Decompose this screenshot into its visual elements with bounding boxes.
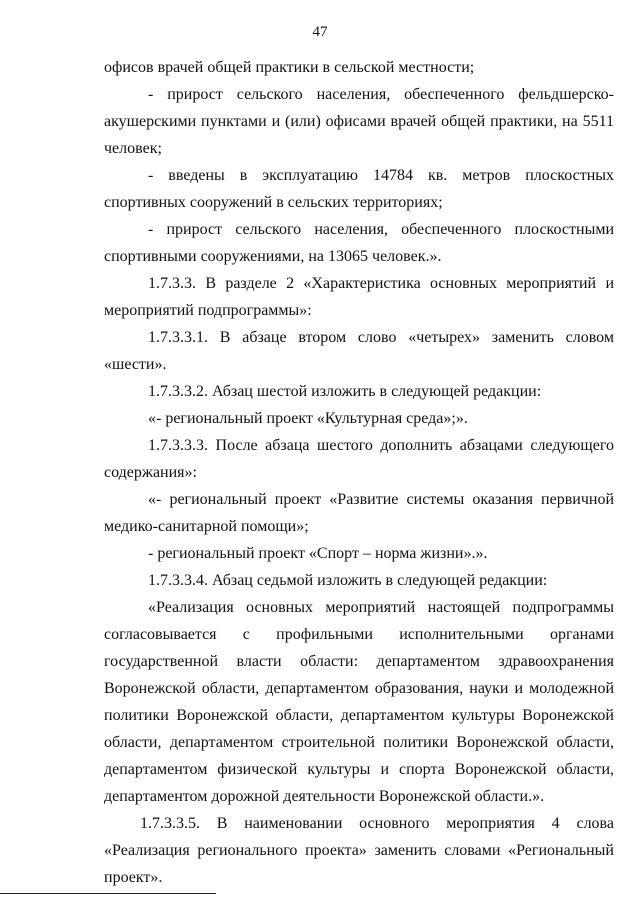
page-number: 47 [312,24,328,40]
paragraph-1-7-3-3: 1.7.3.3. В разделе 2 «Характеристика основных мероприятий и мероприятий подпрограммы»: [104,275,614,319]
paragraph-quote-implementation: «Реализация основных мероприятий настоящей подпрограммы согласовывается с профильными исполнительными органами государственной власти области: департаментом здравоохранения Воронежской области, департаментом образования, науки и молодежной политики Воронежской области, департаментом культуры Воронежской области, департаментом строительной политики Воронежской области, департаментом физической культуры и спорта Воронежской области, департаментом дорожной деятельности Воронежской области.». [104,599,614,805]
paragraph-bullet-fap: - прирост сельского населения, обеспеченного фельдшерско-акушерскими пунктами и (или) офисами врачей общей практики, на 5511 человек; [104,86,614,157]
paragraph-bullet-sports-facilities: - введены в эксплуатацию 14784 кв. метров плоскостных спортивных сооружений в сельских территориях; [104,167,614,211]
paragraph-quote-culture: «- региональный проект «Культурная среда»;». [148,410,468,427]
document-body [104,54,614,891]
paragraph-1-7-3-3-1: 1.7.3.3.1. В абзаце втором слово «четырех» заменить словом «шести». [104,329,614,373]
paragraph-1-7-3-3-3: 1.7.3.3.3. После абзаца шестого дополнить абзацами следующего содержания»: [104,437,614,481]
footnote-divider [0,893,216,894]
paragraph-quote-primary-care: «- региональный проект «Развитие системы оказания первичной медико-санитарной помощи»; [104,491,614,535]
paragraph-1-7-3-3-4: 1.7.3.3.4. Абзац седьмой изложить в следующей редакции: [148,572,548,589]
paragraph-continuation: офисов врачей общей практики в сельской местности; [104,59,475,76]
paragraph-bullet-sports-population: - прирост сельского населения, обеспеченного плоскостными спортивными сооружениями, на 13065 человек.». [104,221,614,265]
paragraph-quote-sport: - региональный проект «Спорт – норма жизни».». [148,545,488,562]
paragraph-1-7-3-3-5: 1.7.3.3.5. В наименовании основного мероприятия 4 слова «Реализация регионального проекта» заменить словами «Региональный проект». [104,815,614,886]
paragraph-1-7-3-3-2: 1.7.3.3.2. Абзац шестой изложить в следующей редакции: [148,383,542,400]
